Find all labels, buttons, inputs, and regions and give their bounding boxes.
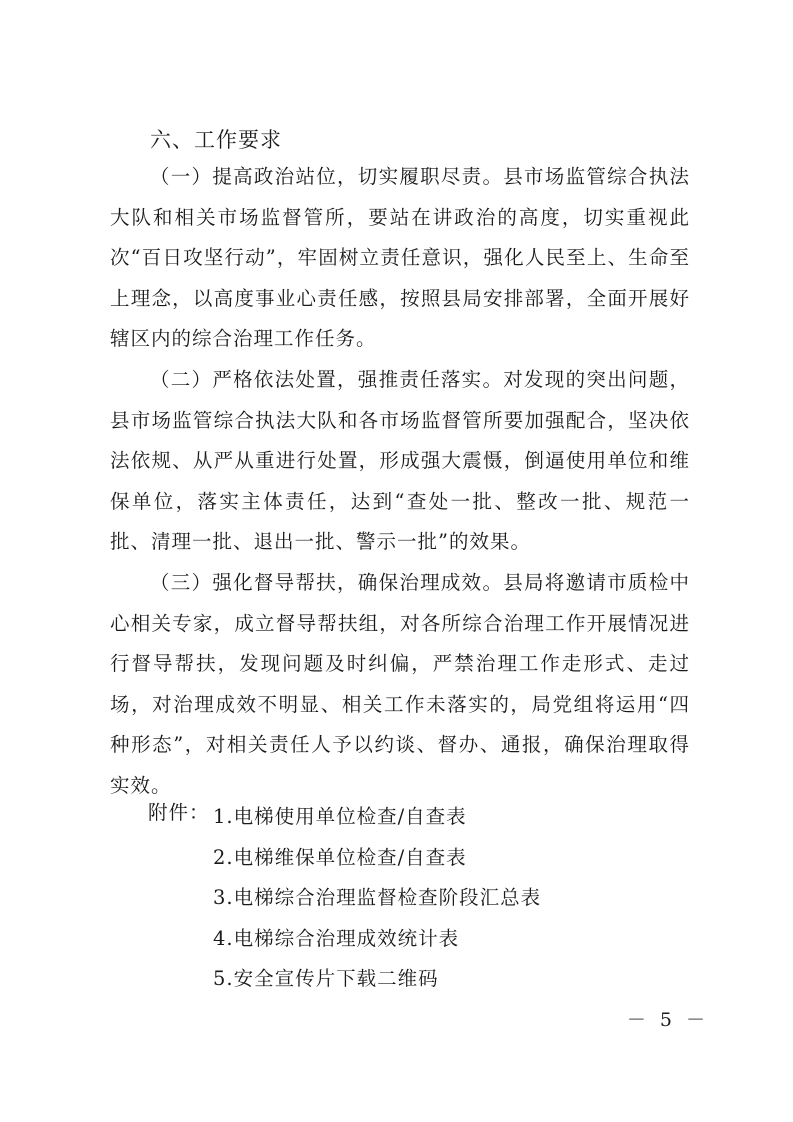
paragraph-3-lead: （三）强化督导帮扶，确保治理成效。 <box>150 571 504 594</box>
attachments-label: 附件： <box>148 801 210 824</box>
attachment-item: 2.电梯维保单位检查/自查表 <box>213 845 467 869</box>
section-heading: 六、工作要求 <box>150 128 282 152</box>
paragraph-1-body: 县市场监管综合执法大队和相关市场监督管所，要站在讲政治的高度，切实重视此次“百日攻坚行动”，牢固树立责任意识，强化人民至上、生命至上理念，以高度事业心责任感，按照县局安排部署，全面开展好辖区内的综合治理工作任务。 <box>110 165 690 350</box>
paragraph-3-body: 县局将邀请市质检中心相关专家，成立督导帮扶组，对各所综合治理工作开展情况进行督导帮扶，发现问题及时纠偏，严禁治理工作走形式、走过场，对治理成效不明显、相关工作未落实的，局党组将运用“四种形态”，对相关责任人予以约谈、督办、通报，确保治理取得实效。 <box>110 571 690 797</box>
paragraph-2 <box>110 360 690 563</box>
attachments-list <box>213 797 541 1000</box>
attachment-item: 4.电梯综合治理成效统计表 <box>213 926 460 950</box>
paragraph-2-lead: （二）严格依法处置，强推责任落实。 <box>150 368 504 391</box>
paragraph-3 <box>110 563 690 806</box>
paragraph-2-body: 对发现的突出问题，县市场监管综合执法大队和各市场监督管所要加强配合，坚决依法依规、从严从重进行处置，形成强大震慑，倒逼使用单位和维保单位，落实主体责任，达到“查处一批、整改一批、规范一批、清理一批、退出一批、警示一批”的效果。 <box>110 368 690 553</box>
attachment-item: 1.电梯使用单位检查/自查表 <box>213 805 467 828</box>
paragraph-1-lead: （一）提高政治站位，切实履职尽责。 <box>150 165 504 188</box>
paragraph-1 <box>110 157 690 360</box>
attachment-item: 5.安全宣传片下载二维码 <box>213 967 439 990</box>
page-number: － 5 － <box>626 1009 709 1031</box>
attachment-item: 3.电梯综合治理监督检查阶段汇总表 <box>213 886 542 909</box>
